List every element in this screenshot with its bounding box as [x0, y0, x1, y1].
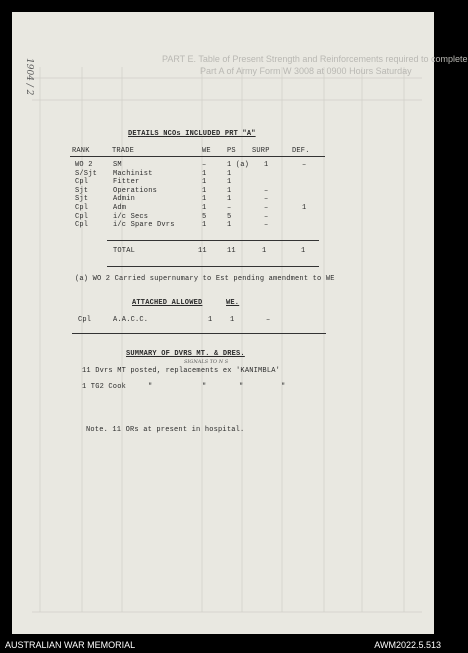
row-surp: –: [264, 195, 269, 204]
attached-rank: Cpl: [78, 316, 92, 324]
faint-ruled-form-lines: [12, 12, 434, 634]
attached-unit: A.A.C.C.: [113, 316, 149, 324]
row-ps: 1: [227, 169, 232, 178]
ditto-mark-1: ": [148, 383, 153, 391]
summary-pencil-insert: SIGNALS TO N S: [184, 359, 229, 365]
row-surp: 1: [264, 161, 269, 169]
row-trade: i/c Secs: [113, 212, 149, 221]
row-rank: Sjt: [75, 186, 89, 195]
row-ps: 1: [227, 186, 232, 195]
header-def: DEF.: [292, 147, 310, 155]
row-surp: –: [264, 204, 269, 212]
row-def: –: [302, 161, 307, 169]
row-we: 1: [202, 186, 207, 195]
row-rank: Sjt: [75, 195, 89, 204]
header-trade: TRADE: [112, 147, 135, 155]
row-rank: Cpl: [75, 221, 89, 230]
row-surp: –: [264, 186, 269, 195]
row-ps: 1: [227, 221, 232, 230]
row-trade: Admin: [113, 195, 136, 204]
summary-title: SUMMARY OF DVRS MT. & DRES.: [126, 350, 245, 358]
details-title: DETAILS NCOs INCLUDED PRT "A": [128, 130, 256, 138]
attached-rule: [72, 333, 326, 334]
header-rule: [70, 156, 325, 157]
row-we: 1: [202, 169, 207, 178]
row-ps: –: [227, 204, 232, 212]
row-rank: Cpl: [75, 178, 89, 187]
bleed-through-line-2: Part A of Army Form W 3008 at 0900 Hours Saturday: [200, 66, 412, 76]
attached-we-header: WE.: [226, 299, 240, 307]
row-we: 1: [202, 221, 207, 230]
row-rank: WO 2: [75, 161, 93, 169]
row-trade: Machinist: [113, 169, 153, 178]
footer-institution: AUSTRALIAN WAR MEMORIAL: [5, 640, 136, 650]
total-rule-bottom: [107, 266, 319, 267]
attached-we: 1: [208, 316, 213, 324]
hospital-note: Note. 11 ORs at present in hospital.: [86, 426, 245, 434]
row-ps: 1 (a): [227, 161, 250, 169]
row-rank: Cpl: [75, 204, 89, 212]
row-rank: Cpl: [75, 212, 89, 221]
bleed-through-line-1: PART E. Table of Present Strength and Reinforcements required to complete: [162, 54, 468, 64]
row-ps: 1: [227, 195, 232, 204]
row-trade: Adm: [113, 204, 127, 212]
total-rule-top: [107, 240, 319, 241]
ditto-mark-2: ": [202, 383, 207, 391]
row-we: 1: [202, 195, 207, 204]
attached-ps: 1: [230, 316, 235, 324]
header-surp: SURP: [252, 147, 270, 155]
row-we: –: [202, 161, 207, 169]
total-def: 1: [301, 247, 306, 255]
attached-surp: –: [266, 316, 271, 324]
summary-line-2: 1 TG2 Cook: [82, 383, 127, 391]
row-trade: Fitter: [113, 178, 140, 187]
note-a: (a) WO 2 Carried supernumary to Est pending amendment to WE: [75, 275, 335, 283]
row-we: 1: [202, 204, 207, 212]
ditto-mark-4: ": [281, 383, 286, 391]
row-def: 1: [302, 204, 307, 212]
row-rank: S/Sjt: [75, 169, 98, 178]
row-trade: Operations: [113, 186, 158, 195]
ditto-mark-3: ": [239, 383, 244, 391]
header-ps: PS: [227, 147, 236, 155]
total-we: 11: [198, 247, 207, 255]
header-we: WE: [202, 147, 211, 155]
document-page: [12, 12, 468, 634]
row-we: 1: [202, 178, 207, 187]
summary-line-1: 11 Dvrs MT posted, replacements ex 'KANIMBLA': [82, 367, 281, 375]
row-surp: –: [264, 221, 269, 230]
footer-reference: AWM2022.5.513: [374, 640, 441, 650]
archive-footer: [0, 637, 446, 653]
row-we: 5: [202, 212, 207, 221]
row-surp: –: [264, 212, 269, 221]
row-ps: 5: [227, 212, 232, 221]
row-trade: SM: [113, 161, 122, 169]
header-rank: RANK: [72, 147, 90, 155]
total-label: TOTAL: [113, 247, 136, 255]
total-surp: 1: [262, 247, 267, 255]
attached-title: ATTACHED ALLOWED: [132, 299, 203, 307]
row-trade: i/c Spare Dvrs: [113, 221, 175, 230]
row-ps: 1: [227, 178, 232, 187]
total-ps: 11: [227, 247, 236, 255]
pencil-margin-note: 1904 / 2: [24, 58, 34, 96]
